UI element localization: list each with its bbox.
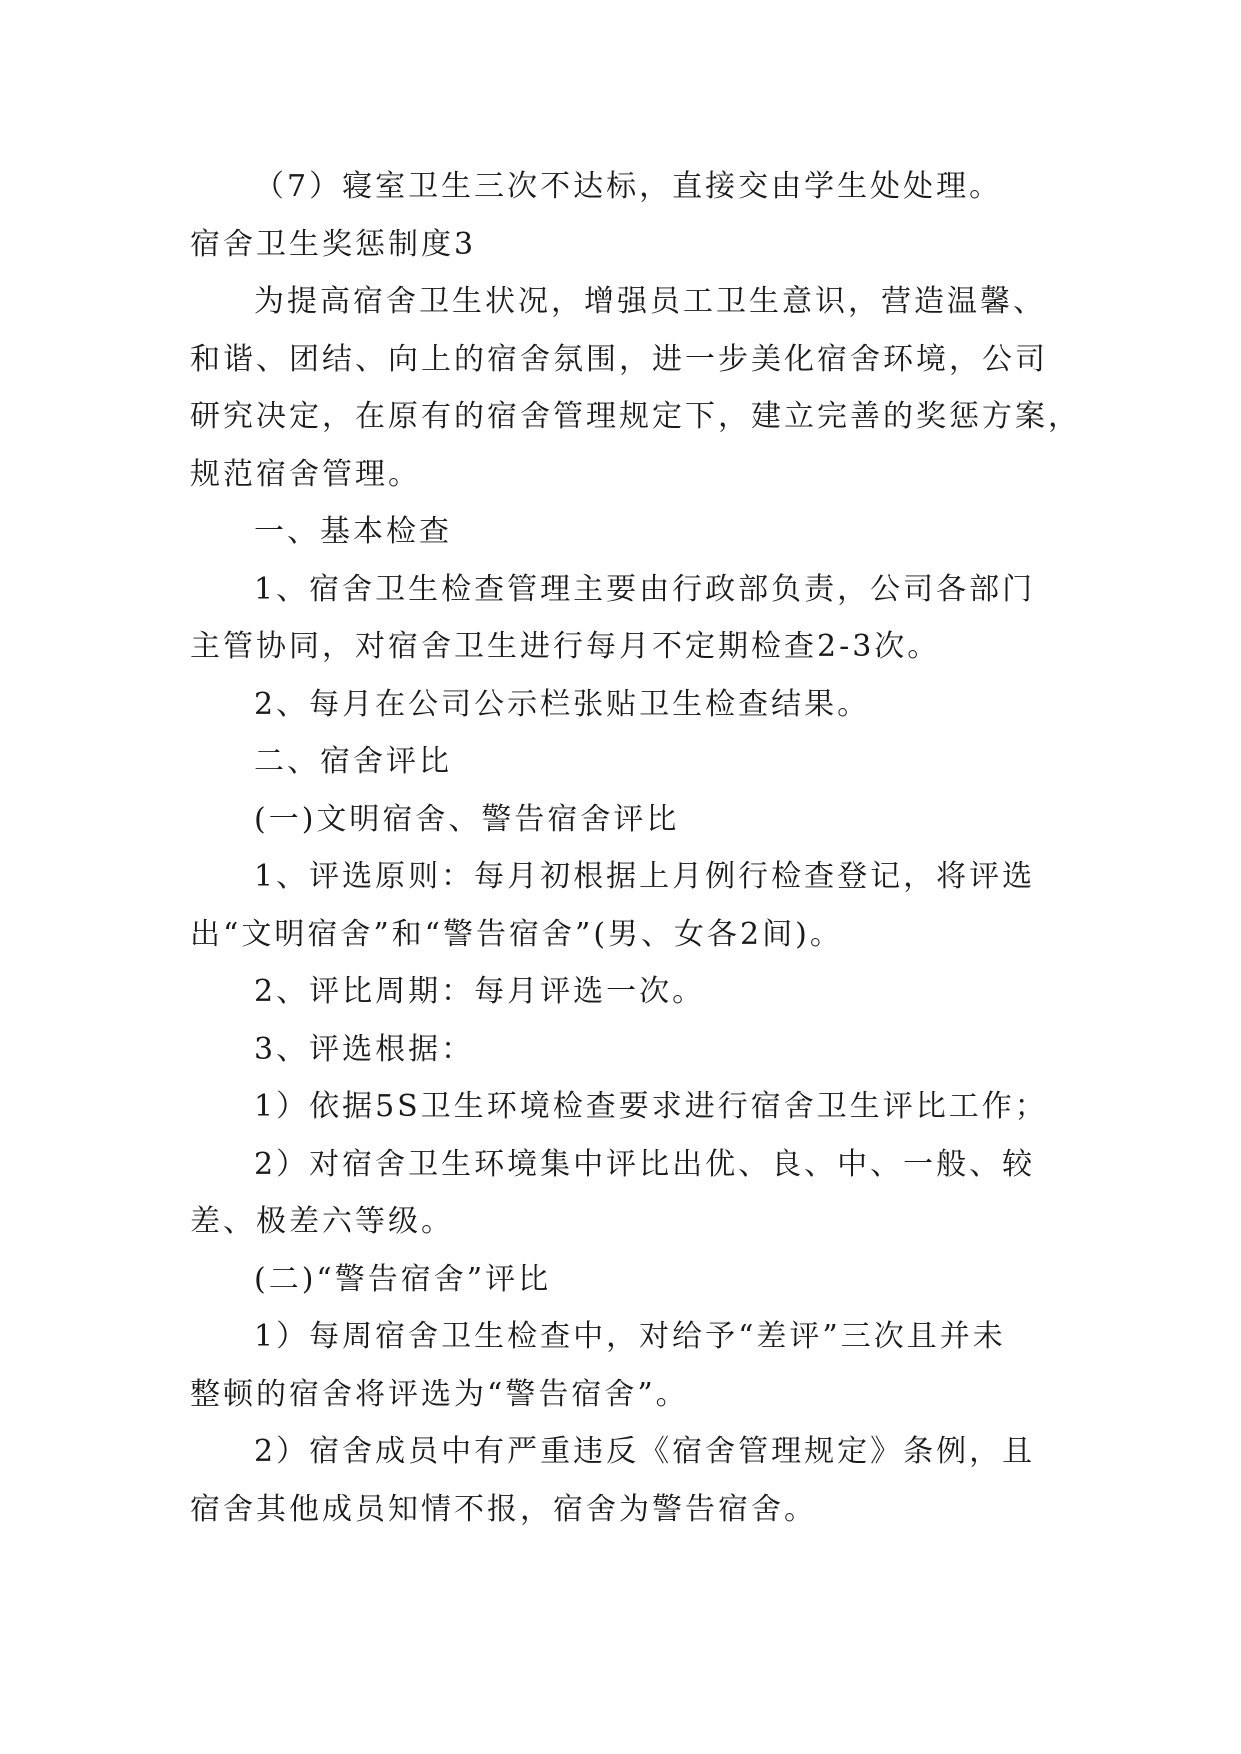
paragraph-line: 2、评比周期：每月评选一次。 [254, 974, 706, 1009]
paragraph-line: 出“文明宿舍”和“警告宿舍”(男、女各2间)。 [190, 916, 843, 952]
paragraph-line: 2）宿舍成员中有严重违反《宿舍管理规定》条例，且 [254, 1434, 1036, 1469]
paragraph-line: 主管协同，对宿舍卫生进行每月不定期检查2-3次。 [190, 629, 941, 664]
paragraph-line: 和谐、团结、向上的宿舍氛围，进一步美化宿舍环境，公司 [190, 341, 1048, 377]
paragraph-line: 2）对宿舍卫生环境集中评比出优、良、中、一般、较 [254, 1146, 1036, 1182]
paragraph-line: 2、每月在公司公示栏张贴卫生检查结果。 [254, 686, 871, 722]
paragraph-line: 研究决定，在原有的宿舍管理规定下，建立完善的奖惩方案， [190, 399, 1081, 434]
paragraph-line: 3、评选根据： [254, 1031, 475, 1067]
heading-basic-inspection: 一、基本检查 [254, 514, 452, 549]
heading-dorm-evaluation: 二、宿舍评比 [254, 744, 452, 779]
paragraph-line: 为提高宿舍卫生状况，增强员工卫生意识，营造温馨、 [254, 284, 1046, 319]
section-title: 宿舍卫生奖惩制度3 [190, 226, 477, 262]
subheading-warning-dorm: (二)“警告宿舍”评比 [254, 1261, 552, 1297]
paragraph-line: 宿舍其他成员知情不报，宿舍为警告宿舍。 [190, 1491, 817, 1527]
paragraph-line: 1、宿舍卫生检查管理主要由行政部负责，公司各部门 [254, 571, 1036, 607]
paragraph-line: 差、极差六等级。 [190, 1204, 454, 1239]
paragraph-line: 整顿的宿舍将评选为“警告宿舍”。 [190, 1376, 689, 1412]
paragraph-line: （7）寝室卫生三次不达标，直接交由学生处处理。 [254, 169, 1003, 204]
paragraph-line: 1）依据5S卫生环境检查要求进行宿舍卫生评比工作； [254, 1089, 1048, 1124]
document-body [190, 158, 1081, 1538]
paragraph-line: 1、评选原则：每月初根据上月例行检查登记，将评选 [254, 859, 1036, 894]
subheading-civilized-warning: (一)文明宿舍、警告宿舍评比 [254, 801, 680, 837]
paragraph-line: 1）每周宿舍卫生检查中，对给予“差评”三次且并未 [254, 1319, 1006, 1354]
paragraph-line: 规范宿舍管理。 [190, 456, 421, 492]
